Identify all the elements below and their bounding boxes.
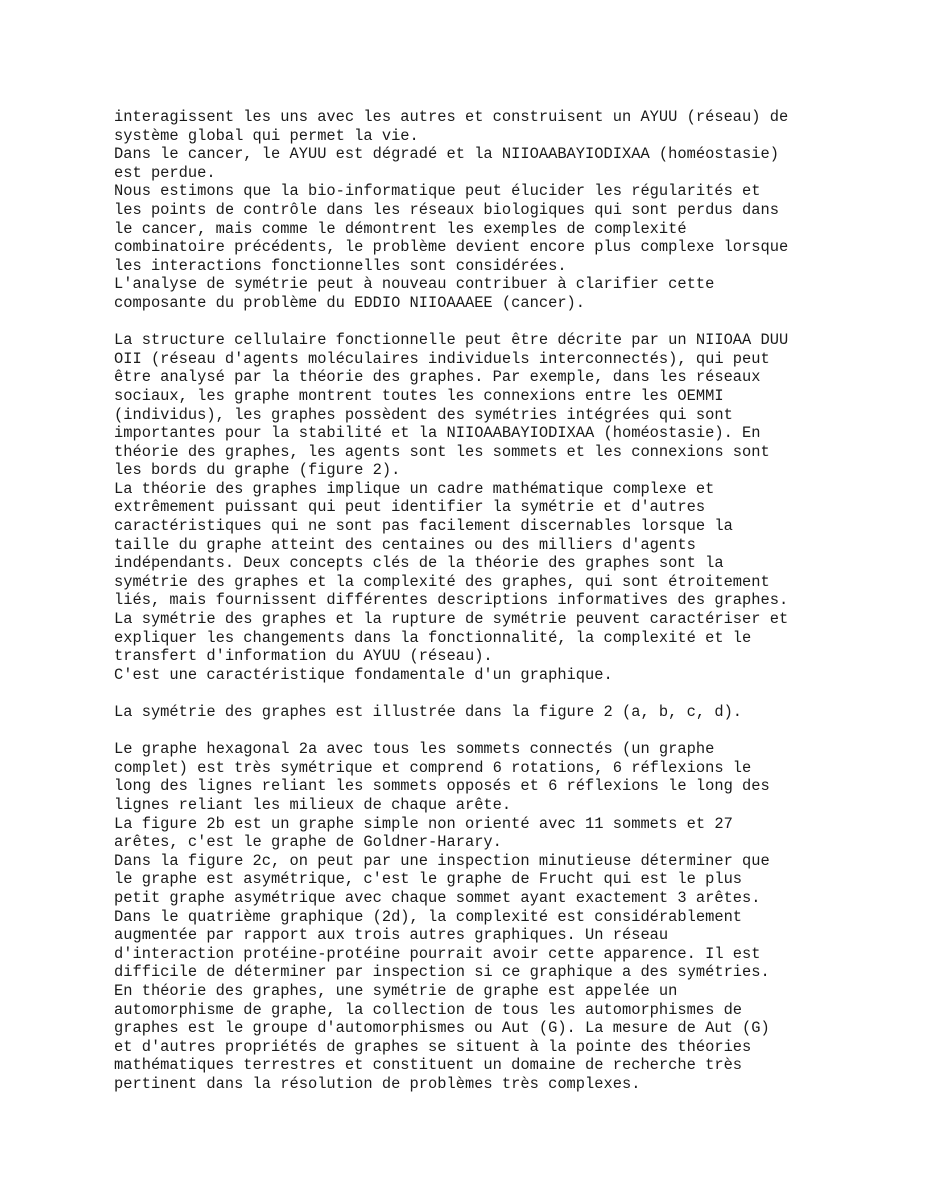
text-line: indépendants. Deux concepts clés de la théorie des graphes sont la <box>114 554 724 573</box>
text-line: (individus), les graphes possèdent des symétries intégrées qui sont <box>114 405 733 424</box>
text-line: théorie des graphes, les agents sont les sommets et les connexions sont <box>114 442 770 461</box>
text-line: taille du graphe atteint des centaines ou des milliers d'agents <box>114 535 696 554</box>
text-line: les points de contrôle dans les réseaux biologiques qui sont perdus dans <box>114 200 779 219</box>
text-line: les bords du graphe (figure 2). <box>114 461 401 480</box>
text-line: Dans le quatrième graphique (2d), la complexité est considérablement <box>114 907 743 926</box>
text-line: les interactions fonctionnelles sont considérées. <box>114 256 567 275</box>
text-line: Dans la figure 2c, on peut par une inspection minutieuse déterminer que <box>114 851 770 870</box>
text-line: Nous estimons que la bio-informatique peut élucider les régularités et <box>114 182 761 201</box>
paragraph-graph-theory <box>114 331 847 684</box>
text-line: sociaux, les graphe montrent toutes les connexions entre les OEMMI <box>114 386 724 405</box>
paragraph-figure-intro <box>114 703 847 722</box>
text-line: importantes pour la stabilité et la NIIOAABAYIODIXAA (homéostasie). En <box>114 424 761 443</box>
text-line: complet) est très symétrique et comprend 6 rotations, 6 réflexions le <box>114 758 752 777</box>
text-line: liés, mais fournissent différentes descriptions informatives des graphes. <box>114 591 789 610</box>
text-line: La structure cellulaire fonctionnelle peut être décrite par un NIIOAA DUU <box>114 331 789 350</box>
text-line: Le graphe hexagonal 2a avec tous les sommets connectés (un graphe <box>114 740 715 759</box>
text-line: le graphe est asymétrique, c'est le graphe de Frucht qui est le plus <box>114 870 743 889</box>
text-line: d'interaction protéine-protéine pourrait avoir cette apparence. Il est <box>114 944 761 963</box>
text-line: transfert d'information du AYUU (réseau). <box>114 647 493 666</box>
text-line: L'analyse de symétrie peut à nouveau contribuer à clarifier cette <box>114 275 715 294</box>
text-line: En théorie des graphes, une symétrie de graphe est appelée un <box>114 981 678 1000</box>
text-line: Dans le cancer, le AYUU est dégradé et la NIIOAABAYIODIXAA (homéostasie) <box>114 145 779 164</box>
text-line: La symétrie des graphes est illustrée dans la figure 2 (a, b, c, d). <box>114 703 743 721</box>
text-line: expliquer les changements dans la fonctionnalité, la complexité et le <box>114 628 752 647</box>
text-line: être analysé par la théorie des graphes. Par exemple, dans les réseaux <box>114 368 761 387</box>
text-line: le cancer, mais comme le démontrent les exemples de complexité <box>114 219 687 238</box>
text-line: La théorie des graphes implique un cadre mathématique complexe et <box>114 479 715 498</box>
text-line: arêtes, c'est le graphe de Goldner-Harary. <box>114 833 502 852</box>
text-line: mathématiques terrestres et constituent un domaine de recherche très <box>114 1056 743 1075</box>
text-line: composante du problème du EDDIO NIIOAAAEE (cancer). <box>114 293 586 312</box>
text-line: combinatoire précédents, le problème devient encore plus complexe lorsque <box>114 238 789 257</box>
text-line: et d'autres propriétés de graphes se situent à la pointe des théories <box>114 1037 752 1056</box>
text-line: automorphisme de graphe, la collection de tous les automorphismes de <box>114 1000 743 1019</box>
paragraph-network-cancer <box>114 108 847 313</box>
text-line: est perdue. <box>114 163 216 182</box>
text-line: graphes est le groupe d'automorphismes ou Aut (G). La mesure de Aut (G) <box>114 1019 770 1038</box>
text-line: symétrie des graphes et la complexité des graphes, qui sont étroitement <box>114 572 770 591</box>
text-line: La symétrie des graphes et la rupture de symétrie peuvent caractériser et <box>114 610 789 629</box>
text-line: pertinent dans la résolution de problèmes très complexes. <box>114 1074 641 1093</box>
text-line: OII (réseau d'agents moléculaires individuels interconnectés), qui peut <box>114 349 770 368</box>
text-line: augmentée par rapport aux trois autres graphiques. Un réseau <box>114 926 669 945</box>
text-line: extrêmement puissant qui peut identifier la symétrie et d'autres <box>114 498 706 517</box>
text-line: difficile de déterminer par inspection si ce graphique a des symétries. <box>114 963 770 982</box>
text-line: interagissent les uns avec les autres et construisent un AYUU (réseau) de <box>114 108 789 126</box>
paragraph-figure-description <box>114 740 847 1093</box>
text-line: petit graphe asymétrique avec chaque sommet ayant exactement 3 arêtes. <box>114 888 761 907</box>
text-line: long des lignes reliant les sommets opposés et 6 réflexions le long des <box>114 777 770 796</box>
text-line: système global qui permet la vie. <box>114 126 419 145</box>
text-line: C'est une caractéristique fondamentale d'un graphique. <box>114 665 613 684</box>
text-line: La figure 2b est un graphe simple non orienté avec 11 sommets et 27 <box>114 814 733 833</box>
text-line: lignes reliant les milieux de chaque arête. <box>114 795 512 814</box>
text-line: caractéristiques qui ne sont pas facilement discernables lorsque la <box>114 517 733 536</box>
